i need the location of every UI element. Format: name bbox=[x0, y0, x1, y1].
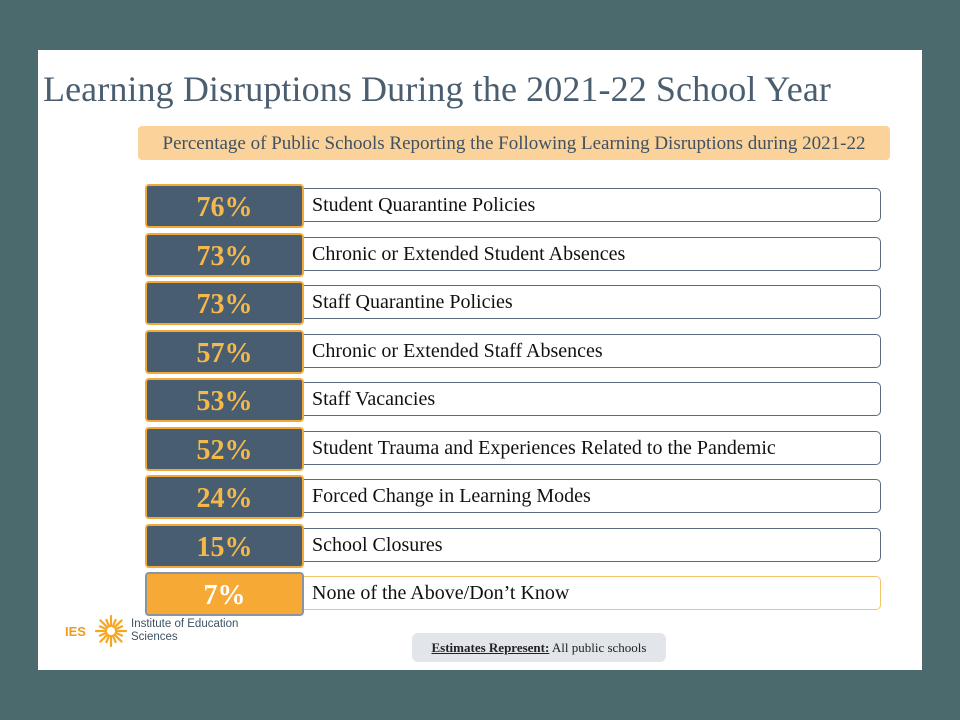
disruption-row bbox=[145, 184, 883, 228]
disruption-label: Student Trauma and Experiences Related to the Pandemic bbox=[312, 436, 776, 459]
disruption-label: Staff Quarantine Policies bbox=[312, 291, 513, 313]
estimates-value: All public schools bbox=[551, 640, 647, 655]
percent-box bbox=[145, 184, 304, 228]
disruption-label-box bbox=[295, 188, 881, 222]
disruption-label-box bbox=[295, 431, 881, 465]
percent-box bbox=[145, 281, 304, 325]
percent-box bbox=[145, 378, 304, 422]
disruption-label: Chronic or Extended Staff Absences bbox=[312, 339, 603, 362]
percent-value: 24% bbox=[196, 483, 253, 514]
disruption-label: Staff Vacancies bbox=[312, 388, 436, 410]
disruption-label-box bbox=[295, 528, 881, 562]
disruption-label: None of the Above/Don’t Know bbox=[312, 582, 570, 604]
percent-value: 53% bbox=[196, 386, 253, 417]
percent-value: 57% bbox=[196, 337, 253, 369]
percent-box bbox=[145, 233, 304, 277]
percent-value: 73% bbox=[196, 240, 253, 272]
disruption-row bbox=[145, 524, 883, 568]
logo-abbr: IES bbox=[65, 624, 86, 639]
disruption-label-box bbox=[295, 382, 881, 416]
logo-name: Institute of Education Sciences bbox=[131, 618, 239, 643]
disruption-label-box bbox=[295, 576, 881, 610]
disruption-row bbox=[145, 233, 883, 277]
percent-box bbox=[145, 572, 304, 616]
disruption-row bbox=[145, 281, 883, 325]
disruption-label-box bbox=[295, 479, 881, 513]
sunburst-icon bbox=[94, 614, 128, 648]
percent-box bbox=[145, 524, 304, 568]
percent-value: 15% bbox=[196, 531, 253, 563]
percent-value: 7% bbox=[203, 580, 246, 611]
percent-value: 73% bbox=[196, 289, 253, 320]
disruption-row bbox=[145, 572, 883, 616]
percent-value: 76% bbox=[196, 192, 253, 223]
ies-logo bbox=[65, 614, 255, 658]
disruption-label: School Closures bbox=[312, 533, 443, 556]
percent-box bbox=[145, 475, 304, 519]
disruption-row bbox=[145, 427, 883, 471]
disruption-label-box bbox=[295, 285, 881, 319]
slide bbox=[38, 50, 922, 670]
disruption-label-box bbox=[295, 237, 881, 271]
subtitle: Percentage of Public Schools Reporting the Following Learning Disruptions during 2021-22 bbox=[162, 133, 866, 154]
percent-box bbox=[145, 427, 304, 471]
percent-box bbox=[145, 330, 304, 374]
disruption-label: Chronic or Extended Student Absences bbox=[312, 242, 626, 265]
disruption-row bbox=[145, 330, 883, 374]
estimates-label: Estimates Represent: bbox=[431, 640, 550, 655]
disruption-label: Forced Change in Learning Modes bbox=[312, 485, 591, 507]
disruption-label-box bbox=[295, 334, 881, 368]
subtitle-bar bbox=[138, 126, 890, 160]
slide-title: Learning Disruptions During the 2021-22 School Year bbox=[43, 69, 832, 109]
percent-value: 52% bbox=[196, 434, 253, 466]
disruption-label: Student Quarantine Policies bbox=[312, 194, 536, 216]
disruption-row bbox=[145, 475, 883, 519]
estimates-note bbox=[412, 633, 666, 662]
disruption-row bbox=[145, 378, 883, 422]
